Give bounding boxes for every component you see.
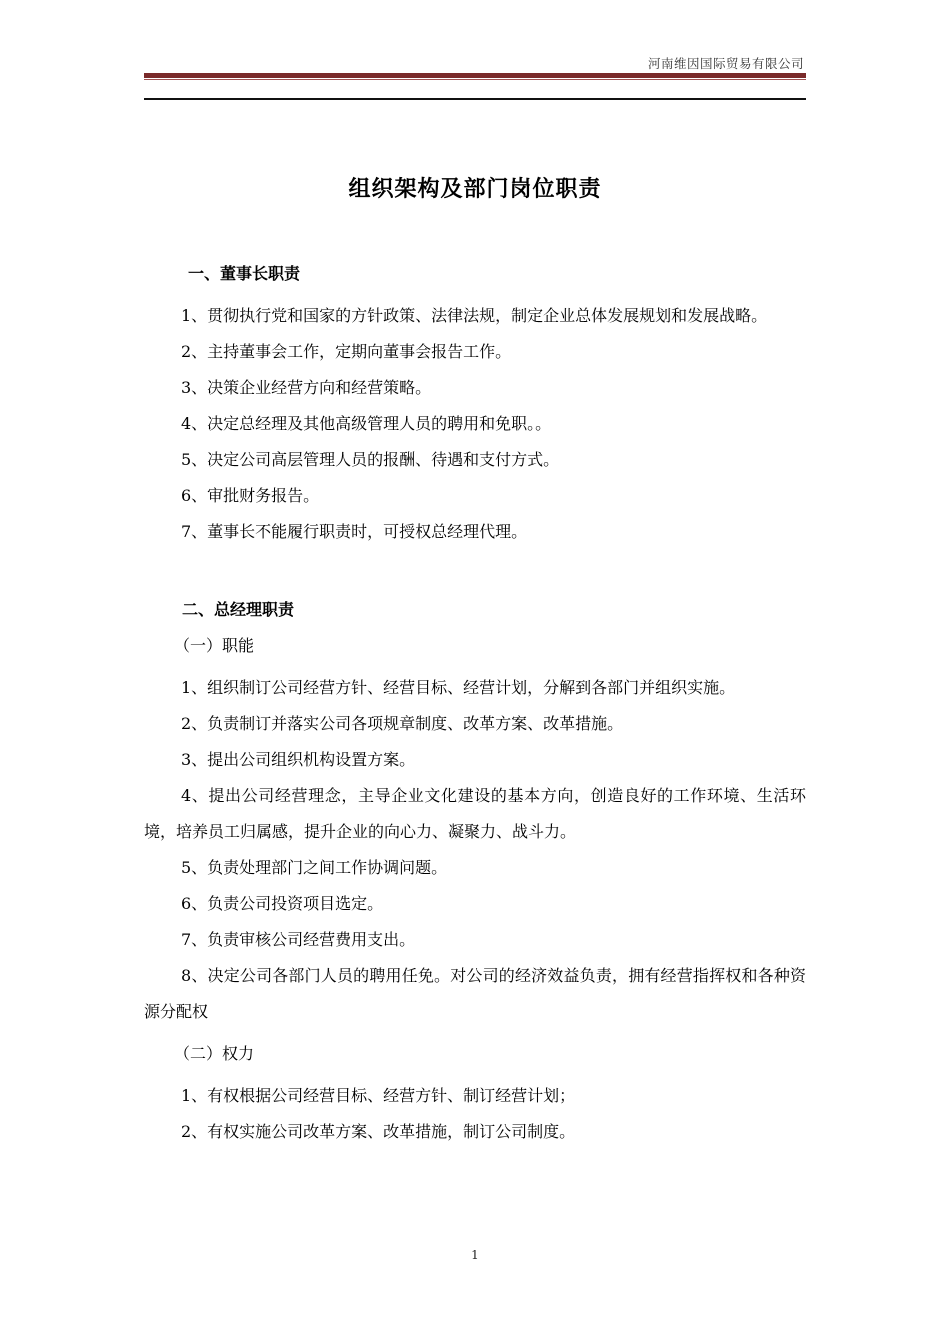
- list-item: 2、主持董事会工作，定期向董事会报告工作。: [181, 342, 512, 361]
- list-item: 7、董事长不能履行职责时，可授权总经理代理。: [181, 522, 528, 541]
- list-item: 1、有权根据公司经营目标、经营方针、制订经营计划；: [181, 1086, 576, 1105]
- header-rule-thick: [144, 73, 806, 78]
- list-item: 6、审批财务报告。: [181, 486, 320, 505]
- list-item: 2、有权实施公司改革方案、改革措施，制订公司制度。: [181, 1122, 576, 1141]
- subsection-heading-functions: （一）职能: [174, 636, 255, 655]
- page-number: 1: [471, 1248, 479, 1262]
- list-item: 5、负责处理部门之间工作协调问题。: [181, 858, 448, 877]
- section-chairman: [144, 262, 806, 550]
- section-heading: 二、总经理职责: [182, 600, 295, 619]
- header-rule-accent: [144, 79, 806, 80]
- document-body: [144, 262, 806, 1150]
- list-item: 1、组织制订公司经营方针、经营目标、经营计划，分解到各部门并组织实施。: [181, 678, 736, 697]
- section-general-manager: [144, 598, 806, 1150]
- list-item: 3、决策企业经营方向和经营策略。: [181, 378, 432, 397]
- list-item: 7、负责审核公司经营费用支出。: [181, 930, 416, 949]
- header-rule-thin: [144, 98, 806, 100]
- document-title: 组织架构及部门岗位职责: [348, 177, 602, 202]
- list-item: 5、决定公司高层管理人员的报酬、待遇和支付方式。: [181, 450, 560, 469]
- list-item: 4、决定总经理及其他高级管理人员的聘用和免职。。: [181, 414, 552, 433]
- subsection-heading-powers: （二）权力: [174, 1044, 255, 1063]
- header-company-name: 河南维因国际贸易有限公司: [647, 56, 804, 71]
- list-item: 8、决定公司各部门人员的聘用任免。对公司的经济效益负责，拥有经营指挥权和各种资源分配权: [144, 966, 806, 1021]
- list-item: 3、提出公司组织机构设置方案。: [181, 750, 416, 769]
- section-heading: 一、董事长职责: [188, 264, 301, 283]
- list-item: 1、贯彻执行党和国家的方针政策、法律法规，制定企业总体发展规划和发展战略。: [181, 306, 768, 325]
- list-item: 2、负责制订并落实公司各项规章制度、改革方案、改革措施。: [181, 714, 624, 733]
- list-item: 4、提出公司经营理念，主导企业文化建设的基本方向，创造良好的工作环境、生活环境，培养员工归属感，提升企业的向心力、凝聚力、战斗力。: [144, 786, 806, 841]
- list-item: 6、负责公司投资项目选定。: [181, 894, 384, 913]
